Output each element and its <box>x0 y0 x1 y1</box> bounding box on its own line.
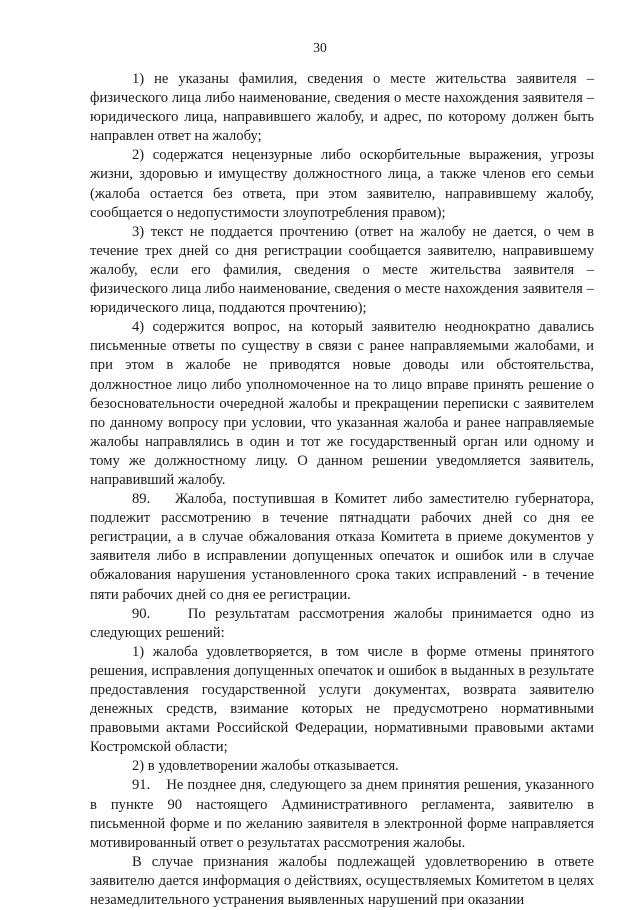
paragraph-clause-90: 90. По результатам рассмотрения жалобы принимается одно из следующих решений: <box>90 605 594 641</box>
paragraph-item-1: 1) не указаны фамилия, сведения о месте жительства заявителя – физического лица либо наименование, сведения о месте нахождения заявителя – юридического лица, направившего жалобу, и адрес, по которому должен быть направлен ответ на жалобу; <box>90 71 594 145</box>
paragraph-clause-89: 89. Жалоба, поступившая в Комитет либо заместителю губернатора, подлежит рассмотрению в течение пятнадцати рабочих дней со дня ее регистрации, а в случае обжалования отказа Комитета в приеме документов у заявителя либо в исправлении допущенных опечаток и ошибок или в случае обжалования нарушения установленного срока таких исправлений - в течение пяти рабочих дней со дня ее регистрации. <box>90 491 594 603</box>
page-number: 30 <box>313 40 327 55</box>
paragraph-decision-2: 2) в удовлетворении жалобы отказывается. <box>132 758 399 775</box>
paragraph-decision-1: 1) жалоба удовлетворяется, в том числе в форме отмены принятого решения, исправления допущенных опечаток и ошибок в выданных в результате предоставления государственной услуги документах, возврата заявителю денежных средств, взимание которых не предусмотрено нормативными правовыми актами Российской Федерации, нормативными правовыми актами Костромской области; <box>90 643 594 756</box>
paragraph-clause-91: 91. Не позднее дня, следующего за днем принятия решения, указанного в пункте 90 настоящего Административного регламента, заявителю в письменной форме и по желанию заявителя в электронной форме направляется мотивированный ответ о результатах рассмотрения жалобы. <box>90 777 594 851</box>
paragraph-continuation: В случае признания жалобы подлежащей удовлетворению в ответе заявителю дается информация о действиях, осуществляемых Комитетом в целях незамедлительного устранения выявленных нарушений при оказании <box>90 853 594 909</box>
paragraph-item-3: 3) текст не поддается прочтению (ответ на жалобу не дается, о чем в течение трех дней со дня регистрации сообщается заявителю, направившему жалобу, если его фамилия, сведения о месте жительства заявителя – физического лица либо наименование, сведения о месте нахождения заявителя – юридического лица, поддаются прочтению); <box>90 223 594 317</box>
document-body <box>90 70 594 910</box>
paragraph-item-4: 4) содержится вопрос, на который заявителю неоднократно давались письменные ответы по существу в связи с ранее направляемыми жалобами, и при этом в жалобе не приводятся новые доводы или обстоятельства, должностное лицо либо уполномоченное на то лицо вправе принять решение о безосновательности очередной жалобы и прекращении переписки с заявителем по данному вопросу при условии, что указанная жалоба и ранее направляемые жалобы направлялись в один и тот же государственный орган или одному и тому же должностному лицу. О данном решении уведомляется заявитель, направивший жалобу. <box>90 319 594 488</box>
paragraph-item-2: 2) содержатся нецензурные либо оскорбительные выражения, угрозы жизни, здоровью и имуществу должностного лица, а также членов его семьи (жалоба остается без ответа, при этом заявителю, направившему жалобу, сообщается о недопустимости злоупотребления правом); <box>90 147 594 221</box>
